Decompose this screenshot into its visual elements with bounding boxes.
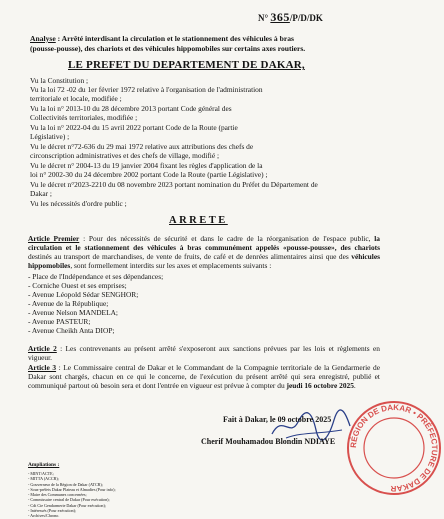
prefecture-seal <box>344 398 444 498</box>
consideration-line: loi n° 2002-30 du 24 décembre 2002 portant Code la Route (partie Législative) ; <box>30 170 268 179</box>
number-value: 365 <box>270 10 290 24</box>
consideration-line: Vu le décret n°72-636 du 29 mai 1972 relative aux attributions des chefs de <box>30 142 254 151</box>
analyse-line-1: : Arrêté interdisant la circulation et le stationnement des véhicules à bras <box>57 34 294 43</box>
article-premier-text-a: : Pour des nécessités de sécurité et dans le cadre de la réorganisation de l'espace public, <box>79 234 375 243</box>
article-premier-text-e: , sont formellement interdits sur les axes et emplacements suivants : <box>70 261 272 271</box>
ampliation-item: - Commissaire central de Dakar (Pour exécution); <box>28 497 110 503</box>
place-item: - Avenue de la République; <box>28 299 109 308</box>
article-2-text: : Les contrevenants au présent arrêté s'exposeront aux sanctions prévues par les lois et règlements en vigueur. <box>28 344 380 363</box>
consideration-line: circonscription administratives et des chefs de village, modifié ; <box>30 151 220 160</box>
signer-name: Cherif Mouhamadou Blondin NDIAYE <box>201 437 336 446</box>
svg-text:RÉGION DE DAKAR • PRÉFECTURE D: RÉGION DE DAKAR • PRÉFECTURE DE DAKAR <box>348 402 440 494</box>
consideration-line: Vu les nécessités d'ordre public ; <box>30 199 127 208</box>
article-3-label: Article 3 <box>28 363 57 372</box>
ampliation-item: - Gouverneur de la Région de Dakar (ATCR); <box>28 481 103 487</box>
article-3-date: jeudi 16 octobre 2025 <box>286 381 354 391</box>
ampliations-heading: Ampliations : <box>28 462 60 468</box>
consideration-line: Vu le décret n°2023-2210 du 08 novembre 2023 portant nomination du Préfet du Département de <box>30 180 318 189</box>
analyse-label: Analyse <box>30 34 56 43</box>
article-premier <box>28 234 380 270</box>
article-premier-text-d: véhicules hippomobiles <box>28 252 380 271</box>
article-premier-text-c: destinés au transport de marchandises, de vente de fruits, de café et de denrées alimentaires ainsi que des <box>28 252 352 262</box>
article-3-text-c: . <box>353 381 356 391</box>
place-item: - Avenue Léopold Sédar SENGHOR; <box>28 290 139 299</box>
place-item: - Avenue PASTEUR; <box>28 317 91 326</box>
consideration-line: Vu la Constitution ; <box>30 76 89 85</box>
consideration-line: Dakar ; <box>30 189 52 198</box>
ampliation-item: - Archives/Chrono. <box>28 513 60 519</box>
consideration-line: Vu la loi n° 2022-04 du 15 avril 2022 portant Code de la Route (partie <box>30 123 238 132</box>
analyse-block <box>30 34 305 54</box>
place-item: - Corniche Ouest et ses emprises; <box>28 281 127 290</box>
place-item: - Place de l'Indépendance et ses dépendances; <box>28 272 164 281</box>
consideration-line: territoriale et locale, modifiée ; <box>30 94 122 103</box>
ampliation-item: - Maire des Communes concernées; <box>28 492 87 498</box>
consideration-line: Vu la loi n° 2013-10 du 28 décembre 2013 portant Code général des <box>30 104 232 113</box>
ampliation-item: - Intéressés (Pour exécution); <box>28 508 77 514</box>
ampliations-list <box>28 471 116 519</box>
number-suffix: /P/D/DK <box>289 13 323 23</box>
number-prefix: N° <box>258 13 269 23</box>
consideration-line: Vu la loi 72 -02 du 1er février 1972 relative à l'organisation de l'administration <box>30 85 263 94</box>
consideration-line: Vu le décret n° 2004-13 du 19 janvier 2004 fixant les règles d'application de la <box>30 161 263 170</box>
consideration-line: Collectivités territoriales, modifiée ; <box>30 113 138 122</box>
prefect-title: LE PREFET DU DEPARTEMENT DE DAKAR, <box>68 59 305 71</box>
article-premier-text-b: la circulation et le stationnement des véhicules à bras communément appelés «pousse-pousse», des chariots <box>28 234 380 253</box>
place-and-date: Fait à Dakar, le 09 octobre 2025 <box>223 415 332 424</box>
ampliation-item: - MITTA (ACCR); <box>28 476 59 482</box>
article-3 <box>28 363 380 390</box>
article-2 <box>28 344 380 362</box>
article-3-text-a: : Le Commissaire central de Dakar et le Commandant de la Compagnie territoriale de la Gendarmerie de Dakar sont chargés, chacun en ce qui le concerne, de l'exécution du présent arrêté qui sera enregistré, publié et communiqué partout où besoin sera et dont l'entrée en vigueur est prévue à compter du <box>28 363 381 391</box>
consideration-line: Législative) ; <box>30 132 70 141</box>
ampliation-item: - Cdt Cie Gendarmerie Dakar (Pour exécution); <box>28 502 106 508</box>
ampliation-item: - Sous-préfets Dakar Plateau et Almadies (Pour info); <box>28 486 116 492</box>
article-premier-label: Article Premier <box>28 234 80 243</box>
arrete-heading: ARRETE <box>169 215 228 226</box>
ampliation-item: - MINT/ACTE; <box>28 471 54 476</box>
place-item: - Avenue Nelson MANDELA; <box>28 308 118 317</box>
article-2-label: Article 2 <box>28 344 57 353</box>
place-item: - Avenue Cheikh Anta DIOP; <box>28 326 115 335</box>
analyse-line-2: (pousse-pousse), des chariots et des véhicules hippomobiles sur certains axes routiers. <box>30 44 306 53</box>
arrete-number <box>258 11 323 23</box>
